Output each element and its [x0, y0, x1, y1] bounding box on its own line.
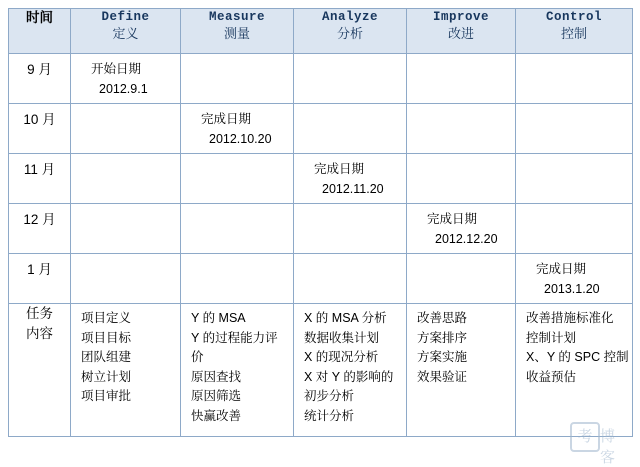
cell-empty [181, 204, 293, 213]
column-header-define [71, 9, 181, 54]
cell-empty [71, 254, 180, 263]
cell-define [71, 204, 181, 254]
task-item: X 的现况分析 [304, 350, 379, 364]
milestone-block [407, 204, 515, 253]
milestone-date: 2012.10.20 [209, 132, 272, 146]
table-row [9, 254, 633, 304]
column-header-improve-cn: 改进 [447, 26, 474, 41]
cell-improve [407, 204, 516, 254]
row-label-text: 9 月 [27, 62, 52, 77]
task-item: 价 [191, 350, 204, 364]
cell-measure [181, 204, 294, 254]
cell-measure [181, 104, 294, 154]
row-label-text: 12 月 [23, 212, 56, 227]
column-header-control-cn: 控制 [560, 26, 587, 41]
cell-empty [516, 104, 632, 113]
row-label-month [9, 104, 71, 154]
cell-define [71, 104, 181, 154]
cell-empty [407, 154, 515, 163]
column-header-improve-en: Improve [432, 10, 489, 24]
task-item: X 的 MSA 分析 [304, 311, 387, 325]
cell-empty [181, 254, 293, 263]
milestone-block [294, 154, 406, 203]
task-item: 项目审批 [81, 389, 132, 403]
cell-analyze [294, 204, 407, 254]
column-header-define-cn: 定义 [112, 26, 139, 41]
column-header-time-label: 时间 [26, 10, 53, 25]
task-item: X 对 Y 的影响的 [304, 369, 394, 384]
task-item: 树立计划 [81, 369, 132, 384]
milestone-label: 开始日期 [91, 62, 142, 76]
dmaic-schedule-table [8, 8, 633, 437]
task-item: 统计分析 [304, 408, 355, 423]
cell-empty [407, 254, 515, 263]
cell-measure [181, 54, 294, 104]
row-label-month [9, 154, 71, 204]
column-header-time [9, 9, 71, 54]
milestone-label: 完成日期 [201, 112, 252, 126]
column-header-define-en: Define [101, 10, 150, 24]
cell-improve-tasks [407, 304, 516, 437]
cell-measure-tasks [181, 304, 294, 437]
task-list [294, 304, 406, 430]
cell-control [516, 204, 633, 254]
table-row [9, 104, 633, 154]
cell-empty [516, 204, 632, 213]
task-item: 初步分析 [304, 389, 355, 403]
task-item: 数据收集计划 [304, 330, 380, 345]
cell-empty [181, 154, 293, 163]
task-item: 改善措施标准化 [526, 311, 614, 325]
row-label-month [9, 54, 71, 104]
cell-measure [181, 254, 294, 304]
task-list [181, 304, 293, 430]
milestone-date: 2012.9.1 [99, 82, 148, 96]
spreadsheet-canvas [0, 8, 640, 466]
column-header-improve [407, 9, 516, 54]
row-label-text: 10 月 [23, 112, 56, 127]
table-body [9, 54, 633, 437]
task-item: 方案排序 [417, 330, 468, 345]
milestone-label: 完成日期 [536, 262, 587, 276]
cell-empty [407, 54, 515, 63]
cell-analyze [294, 104, 407, 154]
milestone-block [181, 104, 293, 153]
milestone-date: 2013.1.20 [544, 282, 600, 296]
column-header-analyze [294, 9, 407, 54]
table-header [9, 9, 633, 54]
milestone-date: 2012.12.20 [435, 232, 498, 246]
task-item: Y 的过程能力评 [191, 330, 278, 345]
cell-improve [407, 104, 516, 154]
row-label-month [9, 254, 71, 304]
task-item: 原因查找 [191, 369, 242, 384]
cell-measure [181, 154, 294, 204]
cell-empty [71, 154, 180, 163]
milestone-date: 2012.11.20 [322, 182, 384, 196]
cell-analyze-tasks [294, 304, 407, 437]
cell-empty [294, 54, 406, 63]
task-item: 改善思路 [417, 311, 468, 325]
column-header-analyze-en: Analyze [321, 10, 378, 24]
watermark-mark: 考 [570, 422, 600, 452]
cell-define-tasks [71, 304, 181, 437]
cell-define [71, 254, 181, 304]
table-row [9, 54, 633, 104]
cell-analyze [294, 154, 407, 204]
header-row [9, 9, 633, 54]
task-item: 项目定义 [81, 311, 132, 325]
row-label-text: 1 月 [27, 262, 52, 277]
table-row-task-content [9, 304, 633, 437]
cell-empty [294, 104, 406, 113]
cell-control-tasks [516, 304, 633, 437]
task-item: 收益预估 [526, 369, 577, 384]
row-label-line2: 内容 [26, 326, 53, 341]
column-header-control [516, 9, 633, 54]
task-item: 效果验证 [417, 369, 468, 384]
task-item: 快赢改善 [191, 408, 242, 423]
cell-control [516, 254, 633, 304]
task-list [516, 304, 632, 391]
row-label-line1: 任务 [26, 306, 53, 321]
table-row [9, 154, 633, 204]
cell-improve [407, 54, 516, 104]
cell-define [71, 54, 181, 104]
cell-empty [407, 104, 515, 113]
column-header-control-en: Control [545, 10, 602, 24]
cell-improve [407, 154, 516, 204]
watermark-text: 博客 [600, 427, 617, 466]
cell-improve [407, 254, 516, 304]
milestone-label: 完成日期 [314, 162, 365, 176]
task-list [71, 304, 180, 411]
column-header-analyze-cn: 分析 [336, 26, 363, 41]
milestone-block [71, 54, 180, 103]
milestone-block [516, 254, 632, 303]
cell-analyze [294, 254, 407, 304]
cell-empty [294, 254, 406, 263]
cell-analyze [294, 54, 407, 104]
task-list [407, 304, 515, 391]
column-header-measure-cn: 测量 [223, 26, 250, 41]
task-item: 方案实施 [417, 350, 468, 364]
column-header-measure [181, 9, 294, 54]
row-label-block [9, 304, 70, 344]
task-item: 控制计划 [526, 330, 577, 345]
task-item: 团队组建 [81, 350, 132, 364]
cell-control [516, 104, 633, 154]
task-item: Y 的 MSA [191, 311, 246, 325]
row-label-task-content [9, 304, 71, 437]
cell-control [516, 154, 633, 204]
task-item: 项目目标 [81, 330, 132, 345]
cell-empty [71, 104, 180, 113]
task-item: X、Y 的 SPC 控制 [526, 350, 629, 364]
milestone-label: 完成日期 [427, 212, 478, 226]
cell-empty [181, 54, 293, 63]
cell-empty [516, 154, 632, 163]
row-label-month [9, 204, 71, 254]
table-row [9, 204, 633, 254]
cell-empty [294, 204, 406, 213]
cell-empty [516, 54, 632, 63]
cell-define [71, 154, 181, 204]
row-label-text: 11 月 [23, 162, 56, 177]
cell-empty [71, 204, 180, 213]
task-item: 原因筛选 [191, 389, 242, 403]
column-header-measure-en: Measure [208, 10, 265, 24]
cell-control [516, 54, 633, 104]
